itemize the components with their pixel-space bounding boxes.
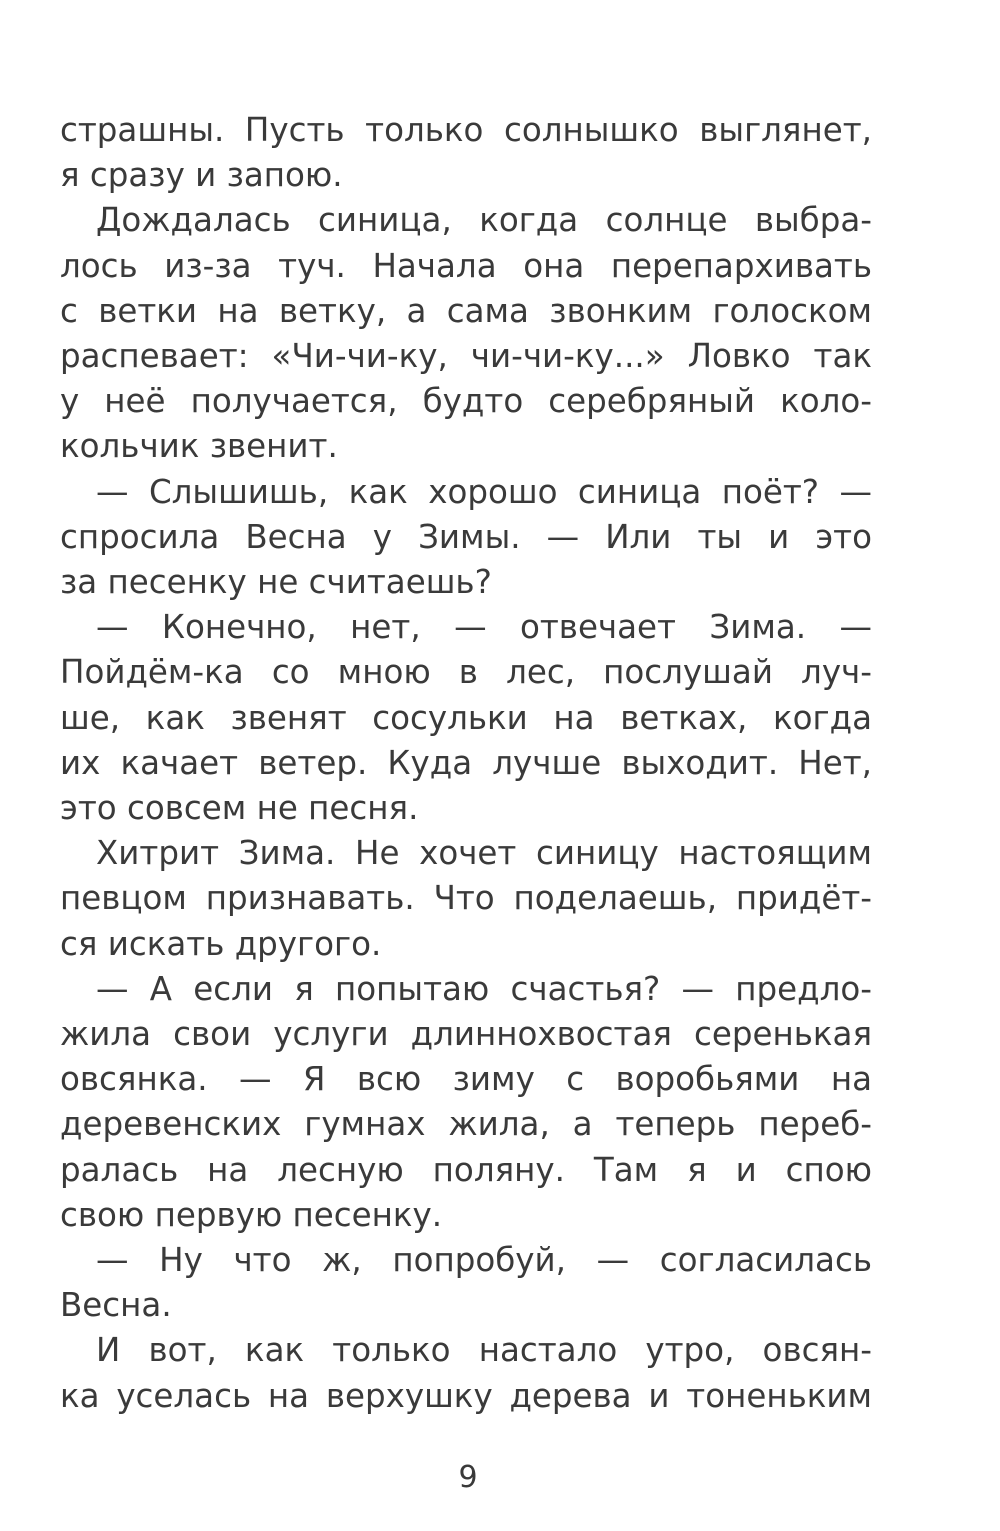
text-line: жила свои услуги длиннохвостая серенькая	[60, 1015, 872, 1054]
text-line: овсянка. — Я всю зиму с воробьями на	[60, 1060, 872, 1099]
text-line: ралась на лесную поляну. Там я и спою	[60, 1150, 872, 1189]
text-line: у неё получается, будто серебряный коло-	[60, 382, 872, 421]
text-line: — Ну что ж, попробуй, — согласилась	[96, 1241, 872, 1280]
text-line: — А если я попытаю счастья? — предло-	[96, 969, 872, 1008]
text-line: за песенку не считаешь?	[60, 563, 492, 602]
text-line: певцом признавать. Что поделаешь, придёт-	[60, 879, 872, 918]
text-line: Хитрит Зима. Не хочет синицу настоящим	[96, 834, 872, 873]
text-line: лось из-за туч. Начала она перепархивать	[60, 246, 872, 285]
text-line: Дождалась синица, когда солнце выбра-	[96, 201, 872, 240]
paragraph	[60, 108, 872, 198]
text-line: Весна.	[60, 1286, 172, 1325]
paragraph	[60, 605, 872, 831]
paragraph	[60, 1328, 872, 1418]
text-line: деревенских гумнах жила, а теперь переб-	[60, 1105, 872, 1144]
text-line: я сразу и запою.	[60, 156, 343, 195]
paragraph	[60, 470, 872, 606]
text-line: страшны. Пусть только солнышко выглянет,	[60, 111, 872, 149]
text-line: И вот, как только настало утро, овсян-	[96, 1331, 872, 1370]
text-line: ше, как звенят сосульки на ветках, когда	[60, 698, 872, 737]
text-line: это совсем не песня.	[60, 789, 419, 828]
text-line: Пойдём-ка со мною в лес, послушай луч-	[60, 653, 872, 692]
text-line: кольчик звенит.	[60, 427, 338, 466]
text-line: с ветки на ветку, а сама звонким голоском	[60, 291, 872, 330]
page-number: 9	[458, 1460, 478, 1495]
paragraph	[60, 967, 872, 1238]
text-line: — Слышишь, как хорошо синица поёт? —	[96, 472, 872, 511]
paragraph	[60, 198, 872, 469]
text-line: — Конечно, нет, — отвечает Зима. —	[96, 608, 872, 647]
text-line: спросила Весна у Зимы. — Или ты и это	[60, 517, 872, 556]
paragraph	[60, 831, 872, 967]
text-line: их качает ветер. Куда лучше выходит. Нет,	[60, 743, 872, 782]
text-line: распевает: «Чи-чи-ку, чи-чи-ку...» Ловко так	[60, 337, 872, 376]
text-line: ка уселась на верхушку дерева и тоненьким	[60, 1376, 872, 1415]
paragraph	[60, 1238, 872, 1328]
text-line: ся искать другого.	[60, 924, 382, 963]
text-line: свою первую песенку.	[60, 1195, 443, 1234]
book-page-text	[60, 108, 872, 1419]
